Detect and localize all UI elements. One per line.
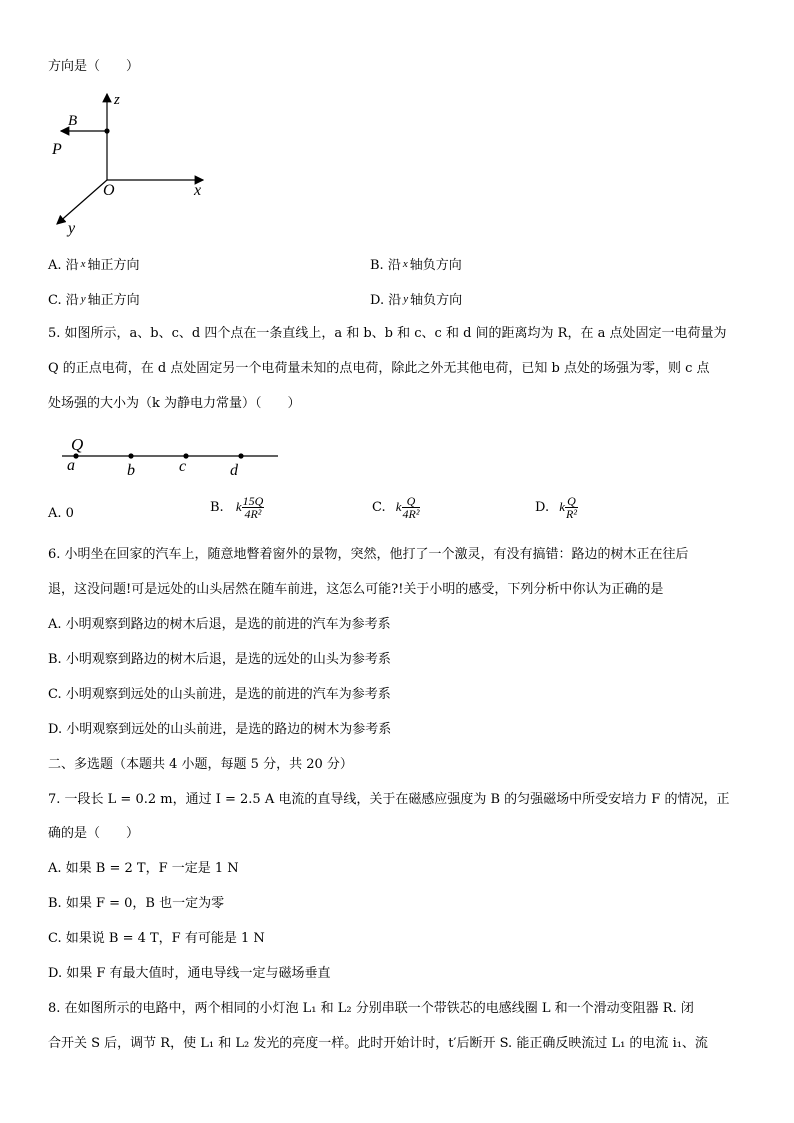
q5-d-label: D. bbox=[535, 500, 550, 515]
y-axis bbox=[57, 180, 107, 224]
q5-c-k: k bbox=[395, 499, 402, 514]
q7-option-b: B. 如果 F = 0，B 也一定为零 bbox=[48, 896, 225, 911]
point-d bbox=[238, 453, 243, 458]
point-p bbox=[104, 128, 109, 133]
q5-option-d bbox=[535, 495, 578, 520]
q5-b-den: 4R² bbox=[244, 507, 262, 521]
q4-c-pre: C. 沿 bbox=[48, 293, 79, 308]
q4-a-pre: A. 沿 bbox=[48, 258, 79, 273]
q4-option-c bbox=[48, 290, 140, 310]
q5-d-den: R² bbox=[566, 507, 577, 521]
q6-line-2: 退，这没问题!可是远处的山头居然在随车前进，这怎么可能?!关于小明的感受，下列分析中你认为正确的是 bbox=[48, 582, 664, 597]
q4-a-var: x bbox=[80, 258, 86, 270]
label-a: a bbox=[67, 457, 75, 474]
q8-line-2: 合开关 S 后，调节 R，使 L₁ 和 L₂ 发光的亮度一样。此时开始计时，t′后断开 S. 能正确反映流过 L₁ 的电流 i₁、流 bbox=[48, 1036, 708, 1051]
label-b: b bbox=[127, 462, 135, 479]
q5-line-2: Q 的正点电荷，在 d 点处固定另一个电荷量未知的点电荷，除此之外无其他电荷，已知 b 点处的场强为零，则 c 点 bbox=[48, 361, 710, 376]
label-q: Q bbox=[71, 435, 84, 454]
q6-line-1: 6. 小明坐在回家的汽车上，随意地瞥着窗外的景物，突然，他打了一个激灵，有没有搞错：路边的树木正在往后 bbox=[48, 547, 689, 562]
q5-c-num: Q bbox=[402, 495, 421, 508]
q4-b-pre: B. 沿 bbox=[370, 258, 401, 273]
label-c: c bbox=[179, 458, 187, 475]
label-y: y bbox=[68, 220, 76, 237]
q7-option-c: C. 如果说 B = 4 T，F 有可能是 1 N bbox=[48, 931, 265, 946]
q5-b-k: k bbox=[235, 499, 242, 514]
label-p: P bbox=[52, 141, 62, 158]
q5-c-label: C. bbox=[372, 500, 386, 515]
label-z: z bbox=[114, 92, 120, 108]
q4-d-post: 轴负方向 bbox=[410, 293, 463, 308]
q4-option-d bbox=[370, 290, 462, 310]
q4-d-var: y bbox=[403, 293, 409, 305]
axes-figure bbox=[40, 88, 220, 238]
q4-d-pre: D. 沿 bbox=[370, 293, 402, 308]
point-b bbox=[128, 453, 133, 458]
q4-c-var: y bbox=[80, 293, 86, 305]
q4-b-post: 轴负方向 bbox=[409, 258, 462, 273]
q5-option-c bbox=[372, 495, 420, 520]
q6-option-a: A. 小明观察到路边的树木后退，是选的前进的汽车为参考系 bbox=[48, 617, 391, 632]
points-figure bbox=[58, 430, 288, 482]
q6-option-c: C. 小明观察到远处的山头前进，是选的前进的汽车为参考系 bbox=[48, 687, 391, 702]
section-heading: 二、多选题（本题共 4 小题，每题 5 分，共 20 分） bbox=[48, 757, 353, 772]
q5-b-num: 15Q bbox=[242, 494, 264, 508]
q5-c-den: 4R² bbox=[402, 507, 420, 521]
q7-option-a: A. 如果 B = 2 T，F 一定是 1 N bbox=[48, 861, 239, 876]
q8-line-1: 8. 在如图所示的电路中，两个相同的小灯泡 L₁ 和 L₂ 分别串联一个带铁芯的电感线圈 L 和一个滑动变阻器 R. 闭 bbox=[48, 1001, 694, 1016]
label-b: B bbox=[68, 113, 78, 129]
q5-option-b bbox=[210, 495, 264, 520]
label-x: x bbox=[194, 182, 202, 199]
q5-b-fraction bbox=[242, 495, 265, 520]
q7-option-d: D. 如果 F 有最大值时，通电导线一定与磁场垂直 bbox=[48, 966, 331, 981]
q4-tail: 方向是（ ） bbox=[48, 59, 140, 74]
q4-c-post: 轴正方向 bbox=[87, 293, 140, 308]
q6-option-b: B. 小明观察到路边的树木后退，是选的远处的山头为参考系 bbox=[48, 652, 391, 667]
q5-d-fraction bbox=[565, 495, 578, 520]
q5-d-num: Q bbox=[565, 495, 578, 508]
q5-d-k: k bbox=[559, 499, 566, 514]
q7-line-2: 确的是（ ） bbox=[48, 826, 140, 841]
q7-line-1: 7. 一段长 L = 0.2 m，通过 I = 2.5 A 电流的直导线，关于在磁感应强度为 B 的匀强磁场中所受安培力 F 的情况，正 bbox=[48, 792, 730, 807]
q6-option-d: D. 小明观察到远处的山头前进，是选的路边的树木为参考系 bbox=[48, 722, 392, 737]
label-d: d bbox=[230, 462, 238, 479]
q5-b-label: B. bbox=[210, 500, 224, 515]
q4-a-post: 轴正方向 bbox=[87, 258, 140, 273]
q5-c-fraction bbox=[402, 495, 421, 520]
q5-line-1: 5. 如图所示，a、b、c、d 四个点在一条直线上，a 和 b、b 和 c、c 和 d 间的距离均为 R，在 a 点处固定一电荷量为 bbox=[48, 326, 727, 341]
label-o: O bbox=[103, 182, 115, 199]
q4-b-var: x bbox=[402, 258, 408, 270]
q4-option-b bbox=[370, 255, 462, 275]
q4-option-a bbox=[48, 255, 140, 275]
q5-option-a: A. 0 bbox=[48, 506, 74, 521]
q5-line-3: 处场强的大小为（k 为静电力常量）（ ） bbox=[48, 396, 301, 411]
